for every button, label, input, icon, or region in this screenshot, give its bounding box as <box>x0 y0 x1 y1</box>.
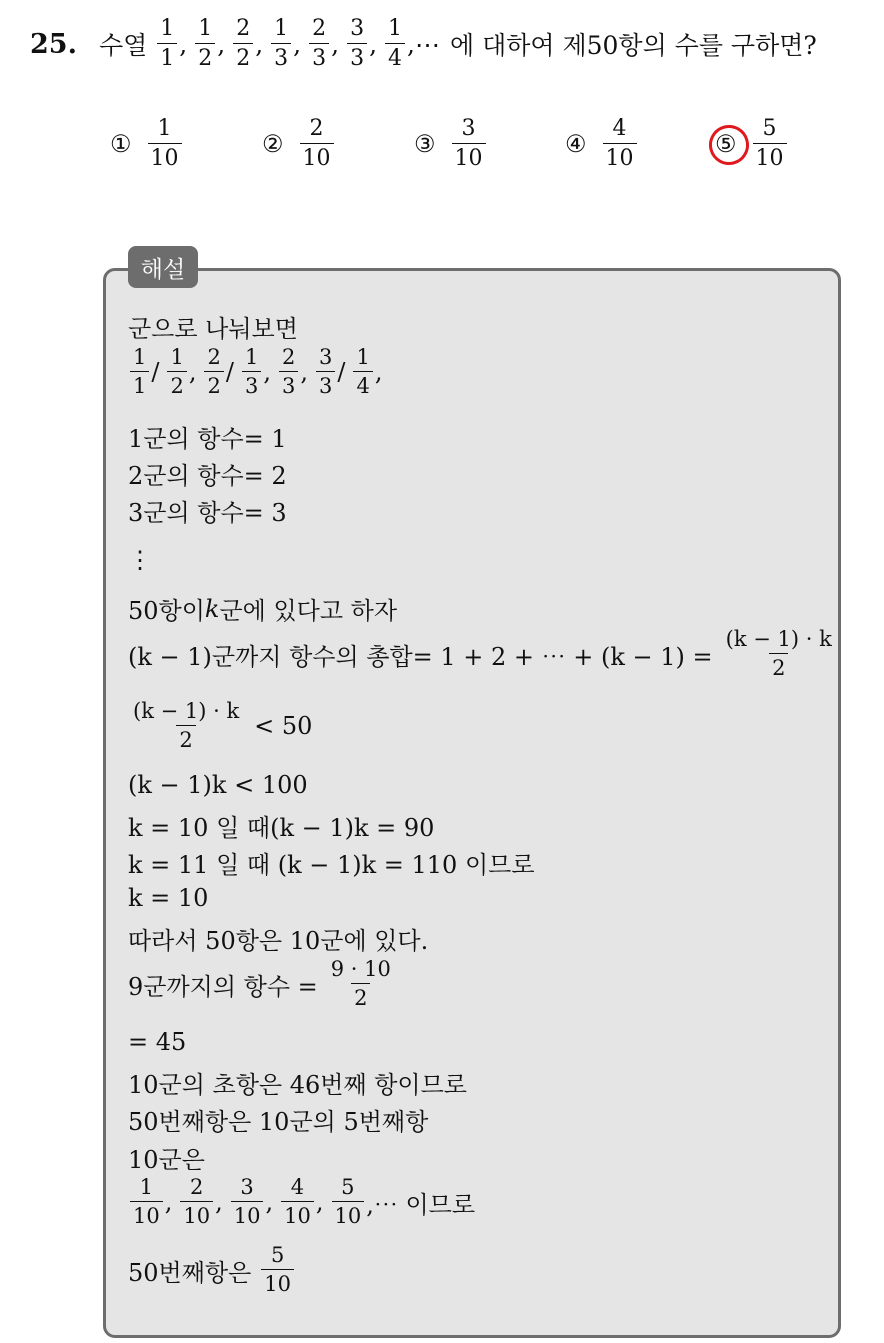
answer-choices <box>110 118 830 182</box>
denominator: 1 <box>130 371 149 397</box>
comma: , <box>217 29 226 59</box>
numerator: 3 <box>461 116 476 141</box>
denominator: 10 <box>180 1201 213 1227</box>
denominator: 2 <box>769 653 788 679</box>
line-groups <box>128 347 388 397</box>
denominator: 10 <box>300 143 334 170</box>
fraction <box>180 1177 213 1227</box>
fraction <box>309 18 329 70</box>
numerator: 1 <box>388 16 403 41</box>
line-8 <box>128 629 837 679</box>
separator: , <box>188 358 197 386</box>
fraction <box>130 701 242 751</box>
denominator: 10 <box>753 143 787 170</box>
choice-3[interactable] <box>414 118 488 170</box>
fraction <box>233 18 253 70</box>
line-21 <box>128 1245 296 1295</box>
comma: , <box>331 29 340 59</box>
fraction <box>271 18 291 70</box>
numerator: 1 <box>157 116 172 141</box>
explanation-box <box>103 268 841 1338</box>
denominator: 10 <box>261 1269 294 1295</box>
comma: , <box>179 29 188 59</box>
line-4: 2군의 항수= 2 <box>128 462 287 490</box>
question-suffix: 에 대하여 제50항의 수를 구하면? <box>449 31 817 60</box>
line-7a: 50항이 <box>128 597 205 625</box>
denominator: 4 <box>353 371 372 397</box>
denominator: 3 <box>271 43 291 70</box>
fraction <box>723 629 835 679</box>
numerator: (k − 1) · k <box>133 699 240 723</box>
comma: , <box>293 29 302 59</box>
choice-fraction <box>603 118 637 170</box>
line-16: = 45 <box>128 1028 187 1056</box>
numerator: 3 <box>318 345 333 369</box>
fraction <box>316 347 335 397</box>
line-14: 따라서 50항은 10군에 있다. <box>128 927 429 955</box>
choice-mark-circled: ⑤ <box>715 130 737 158</box>
denominator: 10 <box>281 1201 314 1227</box>
fraction <box>281 1177 314 1227</box>
denominator: 10 <box>130 1201 163 1227</box>
numerator: 1 <box>274 16 289 41</box>
choice-4[interactable] <box>565 118 639 170</box>
numerator: 1 <box>170 345 184 369</box>
line-13: k = 10 <box>128 884 209 912</box>
denominator: 10 <box>603 143 637 170</box>
line-20-tail: ,⋯ 이므로 <box>366 1190 476 1219</box>
choice-1[interactable] <box>110 118 184 170</box>
denominator: 2 <box>195 43 215 70</box>
choice-fraction <box>452 118 486 170</box>
numerator: 5 <box>341 1175 355 1199</box>
fraction <box>204 347 223 397</box>
fraction <box>130 1177 163 1227</box>
separator: , <box>300 358 308 386</box>
numerator: 1 <box>356 345 370 369</box>
numerator: 2 <box>236 16 251 41</box>
line-8a: (k − 1)군까지 항수의 총합= 1 + 2 + ⋯ + (k − 1) = <box>128 642 713 671</box>
denominator: 2 <box>176 725 195 751</box>
choice-5[interactable] <box>715 118 789 170</box>
line-11: k = 10 일 때(k − 1)k = 90 <box>128 814 435 842</box>
numerator: 4 <box>612 116 627 141</box>
numerator: 2 <box>190 1175 204 1199</box>
line-17: 10군의 초항은 46번째 항이므로 <box>128 1071 467 1099</box>
line-1: 군으로 나눠보면 <box>128 315 298 343</box>
denominator: 2 <box>204 371 223 397</box>
line-21a: 50번째항은 <box>128 1258 252 1287</box>
numerator: (k − 1) · k <box>725 627 832 651</box>
line-12: k = 11 일 때 (k − 1)k = 110 이므로 <box>128 851 535 879</box>
numerator: 5 <box>762 116 777 141</box>
numerator: 1 <box>160 16 175 41</box>
numerator: 2 <box>309 116 324 141</box>
denominator: 3 <box>242 371 261 397</box>
denominator: 3 <box>309 43 329 70</box>
line-20 <box>128 1177 475 1227</box>
question <box>30 18 870 70</box>
numerator: 4 <box>290 1175 305 1199</box>
explanation-tag: 해설 <box>128 246 198 288</box>
fraction <box>347 18 367 70</box>
fraction <box>279 347 298 397</box>
numerator: 1 <box>139 1175 154 1199</box>
choice-fraction <box>300 118 334 170</box>
fraction <box>242 347 261 397</box>
line-15a: 9군까지의 항수 = <box>128 972 318 1001</box>
denominator: 10 <box>148 143 182 170</box>
numerator: 3 <box>350 16 365 41</box>
comma: , <box>265 1188 274 1216</box>
numerator: 9 · 10 <box>330 957 391 981</box>
fraction <box>157 18 177 70</box>
denominator: 2 <box>233 43 253 70</box>
separator: / <box>337 358 346 386</box>
line-18: 50번째항은 10군의 5번째항 <box>128 1108 429 1136</box>
choice-2[interactable] <box>262 118 336 170</box>
line-7 <box>128 591 397 626</box>
denominator: 1 <box>157 43 177 70</box>
line-19: 10군은 <box>128 1146 205 1174</box>
numerator: 1 <box>198 16 213 41</box>
line-7b: 군에 있다고 하자 <box>219 597 398 625</box>
choice-fraction <box>148 118 182 170</box>
comma: , <box>369 29 378 59</box>
denominator: 10 <box>332 1201 365 1227</box>
fraction <box>195 18 215 70</box>
choice-mark: ④ <box>565 130 587 158</box>
comma: , <box>164 1188 173 1216</box>
denominator: 4 <box>385 43 405 70</box>
fraction <box>130 347 149 397</box>
numerator: 2 <box>312 16 327 41</box>
line-10: (k − 1)k < 100 <box>128 771 308 799</box>
numerator: 3 <box>240 1175 254 1199</box>
denominator: 3 <box>347 43 367 70</box>
denominator: 2 <box>167 371 186 397</box>
fraction <box>353 347 372 397</box>
line-5: 3군의 항수= 3 <box>128 499 287 527</box>
fraction <box>231 1177 264 1227</box>
fraction <box>261 1245 294 1295</box>
question-number: 25. <box>30 28 77 60</box>
numerator: 2 <box>207 345 221 369</box>
fraction <box>385 18 405 70</box>
question-ellipsis: ,⋯ <box>407 29 440 59</box>
separator: , <box>374 358 383 386</box>
fraction <box>328 959 394 1009</box>
fraction <box>332 1177 365 1227</box>
numerator: 2 <box>281 345 296 369</box>
denominator: 3 <box>316 371 335 397</box>
question-sequence <box>155 18 407 70</box>
separator: , <box>263 358 271 386</box>
denominator: 3 <box>279 371 298 397</box>
numerator: 1 <box>133 345 147 369</box>
choice-mark: ① <box>110 130 132 158</box>
var-k: k <box>204 594 220 623</box>
denominator: 2 <box>351 983 370 1009</box>
separator: / <box>151 358 160 386</box>
choice-mark: ② <box>262 130 284 158</box>
line-3: 1군의 항수= 1 <box>128 425 287 453</box>
line-9 <box>128 701 312 751</box>
separator: / <box>225 358 234 386</box>
choice-mark: ③ <box>414 130 436 158</box>
choice-fraction <box>753 118 787 170</box>
fraction <box>167 347 186 397</box>
comma: , <box>215 1188 223 1216</box>
comma: , <box>315 1188 324 1216</box>
question-prefix: 수열 <box>98 31 148 60</box>
numerator: 1 <box>244 345 259 369</box>
denominator: 10 <box>231 1201 264 1227</box>
line-6: ⋮ <box>128 546 152 574</box>
line-9b: < 50 <box>254 712 313 740</box>
line-15 <box>128 959 396 1009</box>
numerator: 5 <box>270 1243 285 1267</box>
comma: , <box>255 29 264 59</box>
denominator: 10 <box>452 143 486 170</box>
